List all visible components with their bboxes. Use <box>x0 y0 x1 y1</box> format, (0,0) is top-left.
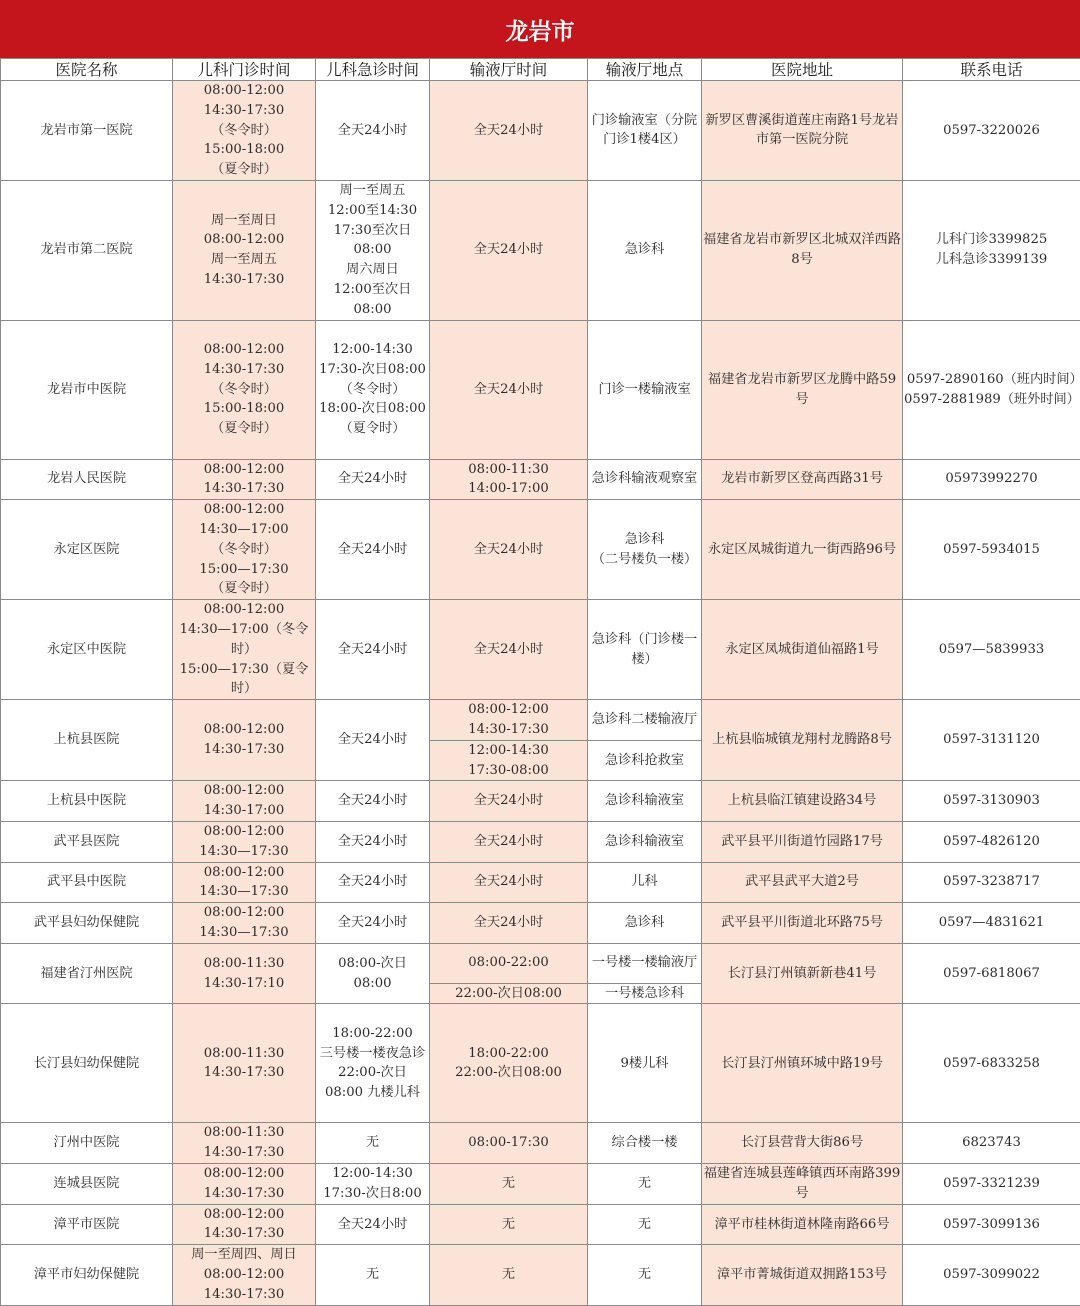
emergency-hours: 全天24小时 <box>316 821 430 862</box>
infusion-hours: 全天24小时 <box>430 781 588 822</box>
emergency-hours: 全天24小时 <box>316 600 430 700</box>
hospital-address: 龙岩市新罗区登高西路31号 <box>702 459 903 500</box>
phone-number: 0597-3099136 <box>903 1204 1080 1245</box>
col-header-outpatient: 儿科门诊时间 <box>173 59 316 81</box>
table-row <box>1 600 1080 700</box>
table-row <box>1 821 1080 862</box>
outpatient-hours: 08:00-12:00 14:30—17:00（冬令时） 15:00—17:30（夏令时） <box>173 600 316 700</box>
emergency-hours: 全天24小时 <box>316 81 430 181</box>
outpatient-hours: 08:00-11:30 14:30-17:30 <box>173 1004 316 1123</box>
hospital-address: 长汀县营背大街86号 <box>702 1123 903 1164</box>
emergency-hours: 无 <box>316 1245 430 1305</box>
phone-number: 儿科门诊3399825 儿科急诊3399139 <box>903 180 1080 320</box>
emergency-hours: 全天24小时 <box>316 500 430 600</box>
hospital-address: 长汀县汀州镇环城中路19号 <box>702 1004 903 1123</box>
infusion-location: 无 <box>588 1245 702 1305</box>
hospital-name: 龙岩人民医院 <box>1 459 173 500</box>
outpatient-hours: 08:00-12:00 14:30—17:00 （冬令时） 15:00—17:30 （夏令时） <box>173 500 316 600</box>
outpatient-hours: 08:00-12:00 14:30-17:30 <box>173 1204 316 1245</box>
col-header-phone: 联系电话 <box>903 59 1080 81</box>
table-row <box>1 862 1080 903</box>
emergency-hours: 12:00-14:30 17:30-次日08:00 （冬令时） 18:00-次日08:00 （夏令时） <box>316 320 430 459</box>
table-row <box>1 781 1080 822</box>
col-header-emergency: 儿科急诊时间 <box>316 59 430 81</box>
page-title: 龙岩市 <box>0 0 1080 58</box>
infusion-hours: 无 <box>430 1164 588 1205</box>
hospital-name: 漳平市医院 <box>1 1204 173 1245</box>
infusion-location: 门诊输液室（分院门诊1楼4区） <box>588 81 702 181</box>
emergency-hours: 08:00-次日 08:00 <box>316 943 430 1004</box>
hospital-name: 武平县医院 <box>1 821 173 862</box>
hospital-name: 长汀县妇幼保健院 <box>1 1004 173 1123</box>
hospital-address: 新罗区曹溪街道莲庄南路1号龙岩市第一医院分院 <box>702 81 903 181</box>
table-row <box>1 320 1080 459</box>
hospital-name: 漳平市妇幼保健院 <box>1 1245 173 1305</box>
table-row <box>1 459 1080 500</box>
infusion-location: 急诊科 <box>588 180 702 320</box>
infusion-location: 急诊科输液室 <box>588 821 702 862</box>
infusion-hours: 全天24小时 <box>430 320 588 459</box>
infusion-hours: 08:00-17:30 <box>430 1123 588 1164</box>
table-row <box>1 1245 1080 1305</box>
infusion-hours: 08:00-22:00 <box>430 943 588 983</box>
col-header-name: 医院名称 <box>1 59 173 81</box>
emergency-hours: 无 <box>316 1123 430 1164</box>
emergency-hours: 全天24小时 <box>316 862 430 903</box>
hospital-name: 武平县中医院 <box>1 862 173 903</box>
hospital-address: 上杭县临江镇建设路34号 <box>702 781 903 822</box>
table-row <box>1 81 1080 181</box>
table-row <box>1 1204 1080 1245</box>
phone-number: 05973992270 <box>903 459 1080 500</box>
table-row <box>1 1123 1080 1164</box>
outpatient-hours: 08:00-12:00 14:30-17:30 <box>173 700 316 781</box>
infusion-location: 一号楼一楼输液厅 <box>588 943 702 983</box>
hospital-address: 永定区凤城街道九一街西路96号 <box>702 500 903 600</box>
outpatient-hours: 08:00-12:00 14:30-17:30 （冬令时） 15:00-18:00 （夏令时） <box>173 81 316 181</box>
infusion-hours: 全天24小时 <box>430 500 588 600</box>
hospital-name: 龙岩市第二医院 <box>1 180 173 320</box>
hospital-address: 上杭县临城镇龙翔村龙腾路8号 <box>702 700 903 781</box>
outpatient-hours: 08:00-12:00 14:30—17:30 <box>173 903 316 944</box>
hospital-address: 武平县平川街道北环路75号 <box>702 903 903 944</box>
phone-number: 0597-2890160（班内时间）0597-2881989（班外时间） <box>903 320 1080 459</box>
infusion-hours: 无 <box>430 1245 588 1305</box>
emergency-hours: 全天24小时 <box>316 903 430 944</box>
table-row <box>1 1004 1080 1123</box>
infusion-hours: 无 <box>430 1204 588 1245</box>
hospital-address: 长汀县汀州镇新新巷41号 <box>702 943 903 1004</box>
emergency-hours: 12:00-14:30 17:30-次日8:00 <box>316 1164 430 1205</box>
outpatient-hours: 08:00-12:00 14:30—17:30 <box>173 821 316 862</box>
emergency-hours: 全天24小时 <box>316 1204 430 1245</box>
infusion-location: 急诊科（门诊楼一楼） <box>588 600 702 700</box>
hospital-address: 福建省龙岩市新罗区北城双洋西路8号 <box>702 180 903 320</box>
infusion-location: 综合楼一楼 <box>588 1123 702 1164</box>
outpatient-hours: 08:00-11:30 14:30-17:30 <box>173 1123 316 1164</box>
phone-number: 0597-3220026 <box>903 81 1080 181</box>
phone-number: 0597-6833258 <box>903 1004 1080 1123</box>
outpatient-hours: 08:00-12:00 14:30-17:30 <box>173 1164 316 1205</box>
hospital-name: 永定区中医院 <box>1 600 173 700</box>
outpatient-hours: 08:00-11:30 14:30-17:10 <box>173 943 316 1004</box>
infusion-hours: 全天24小时 <box>430 862 588 903</box>
infusion-location: 门诊一楼输液室 <box>588 320 702 459</box>
outpatient-hours: 周一至周四、周日 08:00-12:00 14:30-17:30 <box>173 1245 316 1305</box>
phone-number: 0597-6818067 <box>903 943 1080 1004</box>
infusion-hours: 08:00-11:30 14:00-17:00 <box>430 459 588 500</box>
hospital-address: 武平县平川街道竹园路17号 <box>702 821 903 862</box>
phone-number: 0597-3130903 <box>903 781 1080 822</box>
infusion-hours: 08:00-12:00 14:30-17:30 <box>430 700 588 741</box>
emergency-hours: 全天24小时 <box>316 459 430 500</box>
phone-number: 6823743 <box>903 1123 1080 1164</box>
infusion-location: 一号楼急诊科 <box>588 983 702 1004</box>
phone-number: 0597-5934015 <box>903 500 1080 600</box>
infusion-location: 急诊科 （二号楼负一楼） <box>588 500 702 600</box>
infusion-location: 急诊科输液室 <box>588 781 702 822</box>
infusion-hours: 全天24小时 <box>430 821 588 862</box>
infusion-location: 无 <box>588 1164 702 1205</box>
hospital-name: 上杭县中医院 <box>1 781 173 822</box>
infusion-hours: 全天24小时 <box>430 903 588 944</box>
hospital-name: 龙岩市中医院 <box>1 320 173 459</box>
table-row <box>1 1164 1080 1205</box>
emergency-hours: 全天24小时 <box>316 700 430 781</box>
table-row <box>1 903 1080 944</box>
infusion-location: 急诊科 <box>588 903 702 944</box>
infusion-hours: 全天24小时 <box>430 81 588 181</box>
infusion-hours: 全天24小时 <box>430 600 588 700</box>
hospital-address: 福建省连城县莲峰镇西环南路399号 <box>702 1164 903 1205</box>
hospital-address: 武平县武平大道2号 <box>702 862 903 903</box>
phone-number: 0597-4826120 <box>903 821 1080 862</box>
emergency-hours: 周一至周五 12:00至14:30 17:30至次日 08:00 周六周日 12:00至次日 08:00 <box>316 180 430 320</box>
infusion-location: 无 <box>588 1204 702 1245</box>
hospital-name: 武平县妇幼保健院 <box>1 903 173 944</box>
table-row <box>1 700 1080 741</box>
phone-number: 0597-3131120 <box>903 700 1080 781</box>
infusion-location: 儿科 <box>588 862 702 903</box>
hospital-name: 汀州中医院 <box>1 1123 173 1164</box>
infusion-hours: 12:00-14:30 17:30-08:00 <box>430 740 588 781</box>
phone-number: 0597-3238717 <box>903 862 1080 903</box>
phone-number: 0597—5839933 <box>903 600 1080 700</box>
infusion-location: 9楼儿科 <box>588 1004 702 1123</box>
phone-number: 0597—4831621 <box>903 903 1080 944</box>
infusion-hours: 18:00-22:00 22:00-次日08:00 <box>430 1004 588 1123</box>
table-row <box>1 943 1080 983</box>
outpatient-hours: 08:00-12:00 14:30—17:30 <box>173 862 316 903</box>
hospital-name: 龙岩市第一医院 <box>1 81 173 181</box>
table-row <box>1 500 1080 600</box>
hospital-name: 连城县医院 <box>1 1164 173 1205</box>
outpatient-hours: 08:00-12:00 14:30-17:00 <box>173 781 316 822</box>
hospital-name: 上杭县医院 <box>1 700 173 781</box>
hospital-address: 福建省龙岩市新罗区龙腾中路59号 <box>702 320 903 459</box>
infusion-location: 急诊科二楼输液厅 <box>588 700 702 741</box>
hospital-table <box>0 58 1080 1306</box>
col-header-address: 医院地址 <box>702 59 903 81</box>
col-header-infusion-time: 输液厅时间 <box>430 59 588 81</box>
outpatient-hours: 周一至周日 08:00-12:00 周一至周五 14:30-17:30 <box>173 180 316 320</box>
hospital-address: 漳平市桂林街道林隆南路66号 <box>702 1204 903 1245</box>
phone-number: 0597-3099022 <box>903 1245 1080 1305</box>
header-row <box>1 59 1080 81</box>
phone-number: 0597-3321239 <box>903 1164 1080 1205</box>
infusion-location: 急诊科输液观察室 <box>588 459 702 500</box>
emergency-hours: 18:00-22:00 三号楼一楼夜急诊 22:00-次日 08:00 九楼儿科 <box>316 1004 430 1123</box>
infusion-hours: 22:00-次日08:00 <box>430 983 588 1004</box>
hospital-address: 漳平市菁城街道双拥路153号 <box>702 1245 903 1305</box>
outpatient-hours: 08:00-12:00 14:30-17:30 <box>173 459 316 500</box>
col-header-infusion-place: 输液厅地点 <box>588 59 702 81</box>
infusion-hours: 全天24小时 <box>430 180 588 320</box>
infusion-location: 急诊科抢救室 <box>588 740 702 781</box>
table-row <box>1 180 1080 320</box>
outpatient-hours: 08:00-12:00 14:30-17:30 （冬令时） 15:00-18:00 （夏令时） <box>173 320 316 459</box>
emergency-hours: 全天24小时 <box>316 781 430 822</box>
hospital-name: 福建省汀州医院 <box>1 943 173 1004</box>
hospital-address: 永定区凤城街道仙福路1号 <box>702 600 903 700</box>
hospital-name: 永定区医院 <box>1 500 173 600</box>
